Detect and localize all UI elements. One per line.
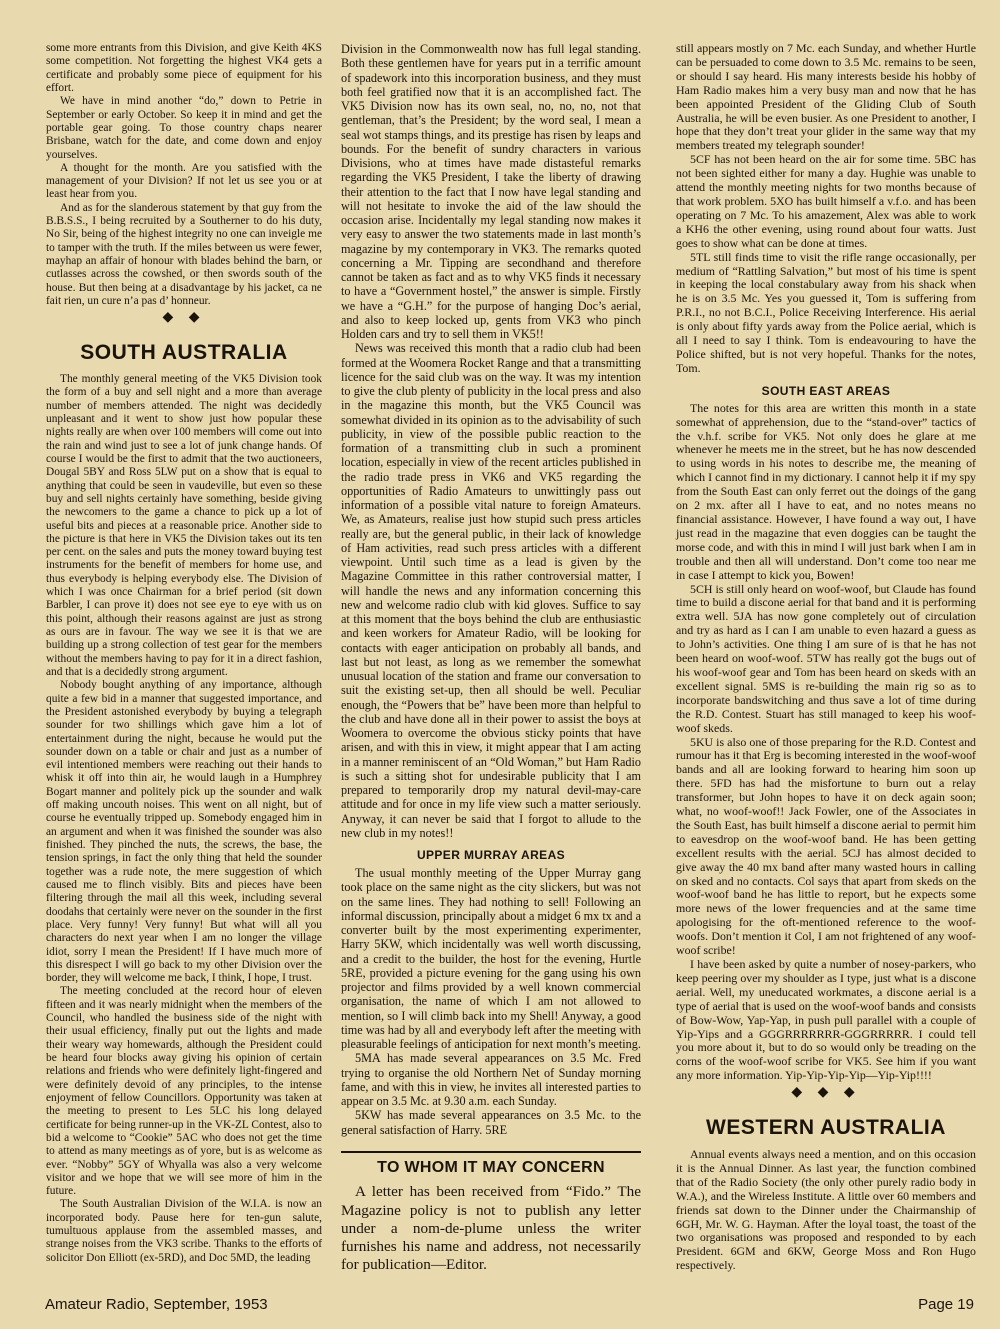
notice-box xyxy=(341,1183,641,1273)
subhead-south-east: SOUTH EAST AREAS xyxy=(761,383,891,398)
paragraph: A thought for the month. Are you satisfied with the management of your Division? If not let us see you or at least hear from you. xyxy=(46,161,322,201)
paragraph: News was received this month that a radio club had been formed at the Woomera Rocket Range and that a transmitting licence for the said club was on the way. It was my intention to give the club plenty of publicity in the local press and also in the magazine this month, but the VK5 Council was somewhat divided in its opinion as to the advisability of such publicity, in view of the possible public reaction to the formation of a transmitting club in such a prominent location, especially in view of the recent articles published in the radio trade press in VK6 and VK5 regarding the opportunities of Radio Amateurs to unwittingly pass out information of a possible vital nature to foreign Amateurs. We, as Amateurs, realise just how stupid such press articles really are, but the general public, in their lack of knowledge of Ham activities, read such press articles with a different viewpoint. Until such time as a lead is given by the Magazine Committee in this rather controversial matter, I will handle the news and any information concerning this new and welcome radio club with kid gloves. Suffice to say at this moment that the boys behind the club are enthusiastic and keen workers for Amateur Radio, will be looking for contacts with eager anticipation on probably all bands, and last but not least, as long as we remember the somewhat unusual location of the station and frame our conversation to suit the existing set-up, then all should be well. Peculiar enough, the “Powers that be” have been more than helpful to the club and have done all in their power to assist the boys at Woomera to overcome the obvious sticky points that have arisen, and with this in view, it might appear that I am acting in a manner reminiscent of an “Old Woman,” but Ham Radio is such a sitting shot for undesirable publicity that I am prepared to temporarily drop my natural devil-may-care attitude and for once in my life view such a matter seriously. Anyway, it can never be said that I forgot to allude to the new club in my notes!! xyxy=(341,341,641,840)
notice-text: A letter has been received from “Fido.” The Magazine policy is not to publish any letter under a nom-de-plume unless the writer furnishes his name and address, not necessarily for publication—Editor. xyxy=(341,1183,641,1273)
divider-ornament: ◆ ◆ ◆ xyxy=(791,1085,861,1101)
paragraph: The meeting concluded at the record hour of eleven fifteen and it was nearly midnight when the members of the Council, who handled the business side of the night with their usual efficiency, finally put out the lights and made their weary way homewards, although the President could be heard four blocks away giving his opinion of certain relations and friends who were definitely light-fingered and were definitely devoid of any principles, to the intense enjoyment of fellow Councillors. Opportunity was taken at the meeting to present to Les 5LC his long delayed certificate for being runner-up in the VK-ZL Contest, also to bid a welcome to “Cookie” 5AC who does not get the time to attend as many meetings as of yore, but is as welcome as ever. “Nobby” 5GY of Whyalla was also a very welcome visitor and we hope that we will see more of him in the future. xyxy=(46,985,322,1198)
paragraph: The monthly general meeting of the VK5 Division took the form of a buy and sell night and a more than average number of members attended. The night was decidedly unpleasant and it went to show just how popular these nights really are when over 100 members will come out into the rain and wind just to see a lot of junk change hands. Of course I would be the first to admit that the two auctioneers, Dougal 5BY and Ross 5LW put on a show that is equal to anything that could be seen in vaudeville, but even so these buy and sell nights certainly have something, beside giving the newcomers to the game a chance to pick up a lot of useful bits and pieces at a reasonable price. Another side to the picture is that here in VK5 the Division takes out its ten per cent. on the sales and puts the money toward buying test instruments for the benefit of members for home use, and thus everybody is helping everybody else. The Division of which I was once Chairman for a brief period (sit down Barbler, I can prove it) does not see eye to eye with us on this point, although their reasons against are just as strong as ours are in favour. The way we see it is that we are building up a strong collection of test gear for the members without the members having to pay for it in a direct fashion, and that is a decidedly strong argument. xyxy=(46,373,322,678)
page-footer xyxy=(0,1296,1000,1320)
paragraph: still appears mostly on 7 Mc. each Sunday, and whether Hurtle can be persuaded to come down to 3.5 Mc. remains to be seen, or should I say heard. His many interests beside his hobby of Ham Radio makes him a very busy man and now that he has been appointed President of the Gliding Club of South Australia, he will be even busier. As one President to another, I hope that they don’t treat your glider in the same way that my members treated my telegraph sounder! xyxy=(676,41,976,153)
paragraph: 5KW has made several appearances on 3.5 Mc. to the general satisfaction of Harry. 5RE xyxy=(341,1108,641,1137)
paragraph: 5TL still finds time to visit the rifle range occasionally, per medium of “Rattling Salvation,” but most of his time is spent in keeping the local constabulary away from his shack when he is on 3.5 Mc. Yes you guessed it, Tom is suffering from P.R.I., no not B.C.I., Police Receiving Interference. His aerial is only about fifty yards away from the Police aerial, which is all I need to say I think. Tom is endeavouring to have the Police shifted, but is not very hopeful. Thanks for the notes, Tom. xyxy=(676,249,976,375)
footer-page-number: Page 19 xyxy=(918,1296,974,1313)
paragraph: Annual events always need a mention, and on this occasion it is the Annual Dinner. As last year, the function combined that of the Radio Society (the only other purely radio body in W.A.), and the Wireless Institute. A little over 60 members and friends sat down to the Dinner under the Chairmanship of 6GH, Mr. W. G. Hayman. After the loyal toast, the toast of the two organisations was proposed and responded to by each President. 6GM and 6KW, George Moss and Ron Hugo respectively. xyxy=(676,1147,976,1273)
paragraph: 5MA has made several appearances on 3.5 Mc. Fred trying to organise the old Northern Net of Sunday morning fame, and with this in view, he invites all interested parties to appear on 3.5 Mc. at 9.30 a.m. each Sunday. xyxy=(341,1051,641,1109)
footer-publication: Amateur Radio, September, 1953 xyxy=(45,1296,268,1313)
paragraph: Division in the Commonwealth now has full legal standing. Both these gentlemen have for years put in a terrific amount of spadework into this incorporation business, and they must both feel gratified now that it is an accomplished fact. The VK5 Division now has its own seal, no, no, no, not that gentleman, that’s the President; by the word seal, I mean a seal wot stamps things, and its prestige has risen by leaps and bounds. For the benefit of sundry characters in various Divisions, who at times have made distasteful remarks regarding the VK5 President, I take the liberty of drawing their attention to the fact that I now have legal standing and will not hesitate to invoke the aid of the law should the occasion arise. Incidentally my legal standing now makes it very easy to answer the two statements made in last month’s magazine by my contemporary in VK3. The remarks quoted concerning a Mr. Tipping are secondhand and therefore cannot be taken as fact and as to why VK5 finds it necessary to have a “Government hostel,” the answer is simple. Firstly we have a “G.H.” for the purpose of hanging Doc’s aerial, and also to keep locked up, gents from VK3 who pinch Holden cars and try to sell them in VK5!! xyxy=(341,42,641,341)
paragraph: Nobody bought anything of any importance, although quite a few bid in a manner that suggested importance, and the President astonished everybody by buying a telegraph sounder for two shillings which gave him a lot of entertainment during the night, because he would put the sounder down on a table or chair and just as a number of evil intentioned members were reaching out their hands to whisk it off into thin air, he would laugh in a Humphrey Bogart manner and politely pick up the sounder and walk off making uncouth noises. This went on all night, but of course he eventually tripped up. Somebody engaged him in an argument and when it was finished the sounder was also finished. They pinched the nuts, the screws, the base, the tension springs, in fact the only thing that held the sounder together was a rude note, the mere suggestion of which caused me to flinch visibly. Bits and pieces have been filtering through the mail all this week, including several doodahs that certainly were never on the sounder in the first place. Very funny! Very funny! But what will all you characters do next year when I am no longer the village idiot, sorry I mean the President! If I have much more of this disrespect I will go back to my other Division over the border, they will welcome me back, I think, I hope, I trust. xyxy=(46,679,322,985)
section-title-south-australia: SOUTH AUSTRALIA xyxy=(80,340,288,364)
section-title-western-australia: WESTERN AUSTRALIA xyxy=(706,1115,946,1139)
subhead-upper-murray: UPPER MURRAY AREAS xyxy=(416,848,566,862)
notice-rule xyxy=(341,1151,641,1153)
paragraph: The usual monthly meeting of the Upper Murray gang took place on the same night as the city slickers, but was not on the same lines. They had nothing to sell! Following an informal discussion, principally about a midget 6 mx tx and a converter built by the most experimenting experimenter, Harry 5KW, which incidentally was well worth discussing, and a credit to the builder, the host for the evening, Hurtle 5RE, provided a picture evening for the gang using his own projector and films provided by a well known commercial organisation, the name of which I am not allowed to mention, so I will climb back into my Shell! Anyway, a good time was had by all and everybody left after the meeting with pleasurable feelings of anticipation for next month’s meeting. xyxy=(341,866,641,1052)
column-1 xyxy=(46,42,322,1265)
paragraph: 5KU is also one of those preparing for the R.D. Contest and rumour has it that Erg is becoming interested in the woof-woof bands and all are looking forward to hearing him soon up there. 5FD has had the misfortune to burn out a relay transformer, but John hopes to have it on deck again soon; what, no woof-woof!! Jack Fowler, one of the Associates in the South East, has built himself a discone aerial to permit him to eavesdrop on the woof-woof band. He has been getting excellent results with the aerial. 5CJ has almost decided to give away the 40 mx band after many wasted hours in calling on sked and no contacts. Col says that apart from skeds on the woof-woof band he has little to report, but he expects some more news of the lower frequencies and at the same time apologising for the oft-mentioned reference to the woof-woofs. Don’t mention it Col, I am not frightened of any woof-woof scribe! xyxy=(676,734,976,958)
paragraph: The South Australian Division of the W.I.A. is now an incorporated body. Pause here for ten-gun salute, tumultuous applause from the assembled masses, and strange noises from the VK3 scribe. Thanks to the efforts of solicitor Don Elliott (ex-5RD), and Doc 5MD, the leading xyxy=(46,1198,322,1264)
paragraph: I have been asked by quite a number of nosey-parkers, who keep peering over my shoulder as I type, just what is a discone aerial. Well, my uneducated workmates, a discone aerial is a type of aerial that is used on the woof-woof bands and consists of Bow-Wow, Yap-Yap, in push pull parallel with a couple of Yip-Yips and a GGGRRRRRRR-GGGRRRRR. I could tell you more about it, but to do so would only be treading on the corns of the woof-woof scribe for VK5. See him if you want any more information. Yip-Yip-Yip-Yip—Yip-Yip!!!! xyxy=(676,957,976,1083)
paragraph: And as for the slanderous statement by that guy from the B.B.S.S., I being recruited by a Southerner to do his duty, No Sir, being of the highest integrity no one can inveigle me to tamper with the truth. If the miles between us were fewer, mayhap an affair of honour with blades behind the barn, or cutlasses across the cowshed, or then swords south of the house. But then being at a disadvantage by his jacket, ca ne fait rien, un cure n’a pas d’ honneur. xyxy=(46,201,322,307)
paragraph: 5CH is still only heard on woof-woof, but Claude has found time to build a discone aerial for that band and it is performing extra well. 5JA has now gone completely out of circulation and try as hard as I can I am unable to even hazard a guess as to John’s activities. One thing I am sure of is that he has not been heard on woof-woof. 5TW has really got the bugs out of his woof-woof gear and Tom has been heard on skeds with an excellent signal. 5MS is re-building the main rig so as to incorporate bandswitching and thus save a lot of time during the R.D. Contest. Stuart has still managed to keep his woof-woof skeds. xyxy=(676,581,976,735)
paragraph: 5CF has not been heard on the air for some time. 5BC has not been sighted either for many a day. Hughie was unable to attend the monthly meeting nights for two months because of that work problem. 5XO has built himself a v.f.o. and has been operating on 7 Mc. To his amazement, Alex was able to work a KH6 the other evening, using round about four watts. Just goes to show what can be done at times. xyxy=(676,152,976,250)
notice-title: TO WHOM IT MAY CONCERN xyxy=(377,1158,605,1176)
column-3 xyxy=(676,42,976,1273)
paragraph: The notes for this area are written this month in a state somewhat of apprehension, due to the “stand-over” tactics of the v.h.f. scribe for VK5. Not only does he glare at me whenever he meets me in the street, but he has now descended to using words in his notes to describe me, the meaning of which I cannot find in my dictionary. I cannot help it if my spy from the South East can only ferret out the doings of the gang on 2 mx. after all I have to eat, and no notes means no financial assistance. However, I have found a way out, I have just read in the magazine that even doggies can be taught the morse code, and with this in mind I will just bark when I am in trouble and then all will understand. Don’t come too near me in case I attempt to kick you, Bowen! xyxy=(676,400,976,582)
divider-ornament: ◆ ◆ xyxy=(162,310,206,326)
paragraph: We have in mind another “do,” down to Petrie in September or early October. So keep it in mind and get the portable gear going. To those country chaps nearer Brisbane, watch for the date, and come down and enjoy yourselves. xyxy=(46,95,322,161)
column-2 xyxy=(341,42,641,1274)
paragraph: some more entrants from this Division, and give Keith 4KS some competition. Not forgetting the highest VK4 gets a certificate and probably some piece of equipment for his effort. xyxy=(46,42,322,94)
